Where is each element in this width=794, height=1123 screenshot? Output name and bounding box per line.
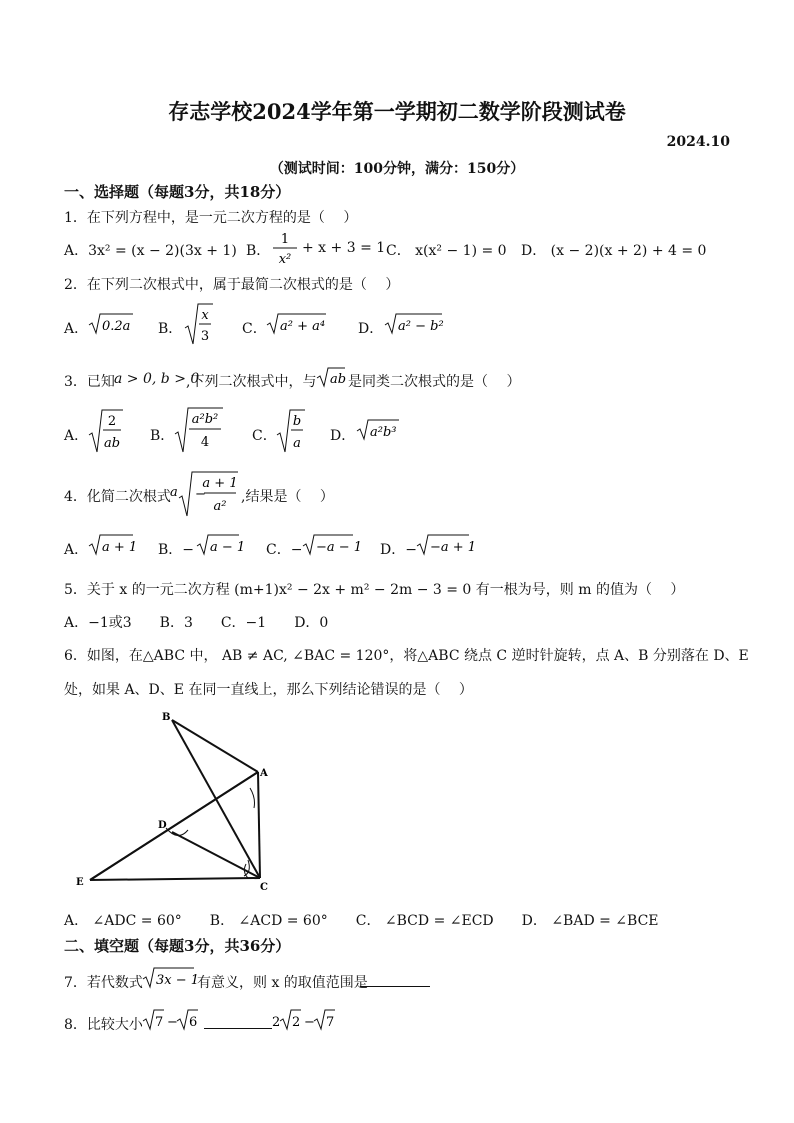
q4-stem-expression <box>168 470 240 518</box>
q3-stem-radical <box>316 366 346 388</box>
section-heading-choice: 一、选择题（每题3分，共18分） <box>64 183 291 201</box>
q7-radicand: 3x − 1 <box>156 973 200 988</box>
question-6-line-2: 处，如果 A、D、E 在同一直线上，那么下列结论错误的是（ ） <box>64 682 473 698</box>
q3-stem-radicand: ab <box>330 372 347 387</box>
q4-b-radicand: a − 1 <box>210 540 246 555</box>
exam-subtitle: （测试时间：100分钟，满分：150分） <box>269 161 525 177</box>
q8-right-expression <box>272 1008 338 1032</box>
q1-option-b-prefix: B． <box>246 243 271 259</box>
q8-r7b: 7 <box>326 1015 335 1030</box>
figure-angle-marks <box>166 788 255 878</box>
q8-coef-2: 2 <box>272 1015 281 1030</box>
q1-option-c: C． x(x² − 1) = 0 <box>386 243 507 259</box>
question-4-stem-prefix: 4．化简二次根式 <box>64 489 171 505</box>
q3-d-radical <box>356 418 400 442</box>
q3-option-b: B． <box>150 428 175 444</box>
q4-b-radical <box>196 533 246 557</box>
q4-a-radical <box>88 533 138 557</box>
section-heading-fill: 二、填空题（每题3分，共36分） <box>64 937 291 955</box>
q2-option-a: A． <box>64 321 89 337</box>
q2-b-num: x <box>201 308 209 323</box>
q3-c-num: b <box>292 414 302 429</box>
q8-r2: 2 <box>292 1015 301 1030</box>
q8-minus-1: − <box>167 1015 178 1030</box>
q3-c-radical <box>276 408 306 454</box>
q2-d-radicand: a² − b² <box>398 319 444 334</box>
q4-d-radicand: −a + 1 <box>430 540 477 555</box>
q8-left-expression <box>142 1008 202 1032</box>
q8-answer-blank[interactable] <box>204 1014 272 1033</box>
q4-d-radical <box>416 533 477 557</box>
q7-radical <box>142 966 200 990</box>
q3-b-den: 4 <box>200 435 210 450</box>
q4-c-radicand: −a − 1 <box>316 540 363 555</box>
q1-option-a: A．3x² = (x − 2)(3x + 1) <box>64 243 237 259</box>
q3-a-num: 2 <box>107 414 117 429</box>
q1-frac-den: x² <box>278 252 292 267</box>
q2-option-c: C． <box>242 321 267 337</box>
question-8-stem-prefix: 8．比较大小 <box>64 1017 143 1033</box>
label-D: D <box>158 820 167 831</box>
q8-minus-2: − <box>304 1015 315 1030</box>
question-3-condition: a > 0, b > 0 <box>114 371 200 387</box>
label-B: B <box>162 712 171 723</box>
q8-r7: 7 <box>155 1015 164 1030</box>
q3-d-radicand: a²b³ <box>370 425 397 440</box>
q3-option-c: C． <box>252 428 277 444</box>
q2-option-b: B． <box>158 321 183 337</box>
q2-d-radical <box>384 312 444 336</box>
q3-b-num: a²b² <box>191 412 219 427</box>
question-1-stem: 1．在下列方程中，是一元二次方程的是（ ） <box>64 210 358 226</box>
q1-frac-num: 1 <box>280 232 290 247</box>
q3-option-d: D． <box>330 428 356 444</box>
question-7-stem-prefix: 7．若代数式 <box>64 975 143 991</box>
q2-c-radical <box>266 312 328 336</box>
q2-option-d: D． <box>358 321 384 337</box>
q2-b-den: 3 <box>200 329 210 344</box>
q1-option-b-fraction <box>270 230 300 270</box>
q4-c-radical <box>302 533 363 557</box>
question-7-stem-suffix: 有意义，则 x 的取值范围是 <box>197 975 368 991</box>
q2-c-radicand: a² + a⁴ <box>280 319 326 334</box>
q8-r6: 6 <box>189 1015 198 1030</box>
question-3-stem-suffix: 是同类二次根式的是（ ） <box>348 374 521 390</box>
q4-option-d: D．− <box>380 542 417 558</box>
label-A: A <box>260 768 268 779</box>
question-3-stem-prefix: 3．已知 <box>64 374 115 390</box>
q3-c-den: a <box>293 436 301 451</box>
q4-option-a: A． <box>64 542 89 558</box>
q4-option-b: B．− <box>158 542 195 558</box>
question-4-stem-suffix: ,结果是（ ） <box>241 489 334 505</box>
q3-option-a: A． <box>64 428 89 444</box>
q6-options: A． ∠ADC = 60° B． ∠ACD = 60° C． ∠BCD = ∠ECD D． ∠BAD = ∠BCE <box>64 913 659 929</box>
q1-option-d: D． (x − 2)(x + 2) + 4 = 0 <box>521 243 707 259</box>
question-2-stem: 2．在下列二次根式中，属于最简二次根式的是（ ） <box>64 277 400 293</box>
label-C: C <box>260 882 268 893</box>
q7-answer-blank[interactable] <box>360 972 430 991</box>
q4-neg: − <box>195 487 206 502</box>
question-6-line-1: 6．如图，在△ABC 中， AB ≠ AC, ∠BAC = 120°，将△ABC 绕点 C 逆时针旋转，点 A、B 分别落在 D、E <box>64 648 749 664</box>
q2-a-radicand: 0.2a <box>102 319 131 334</box>
q3-a-radical <box>88 408 124 454</box>
q2-b-radical <box>184 302 214 346</box>
question-5-stem: 5．关于 x 的一元二次方程 (m+1)x² − 2x + m² − 2m − 3 = 0 有一根为号，则 m 的值为（ ） <box>64 582 685 598</box>
q4-num: a + 1 <box>202 476 238 491</box>
q6-geometry-figure <box>60 700 300 896</box>
q4-a-radicand: a + 1 <box>102 540 138 555</box>
q4-den: a² <box>213 499 227 514</box>
page-title: 存志学校2024学年第一学期初二数学阶段测试卷 <box>168 99 626 124</box>
q5-options: A．−1或3 B．3 C．−1 D．0 <box>64 615 329 631</box>
figure-lines <box>90 720 260 880</box>
q1-option-b-rest: + x + 3 = 1 <box>302 240 386 256</box>
question-3-stem-mid: ,下列二次根式中，与 <box>186 374 317 390</box>
exam-date: 2024.10 <box>666 134 730 150</box>
q3-a-den: ab <box>103 436 121 451</box>
q4-coef: a <box>170 485 178 500</box>
q3-b-radical <box>174 406 224 454</box>
label-E: E <box>76 877 84 888</box>
q4-option-c: C．− <box>266 542 303 558</box>
q2-a-radical <box>88 312 134 336</box>
